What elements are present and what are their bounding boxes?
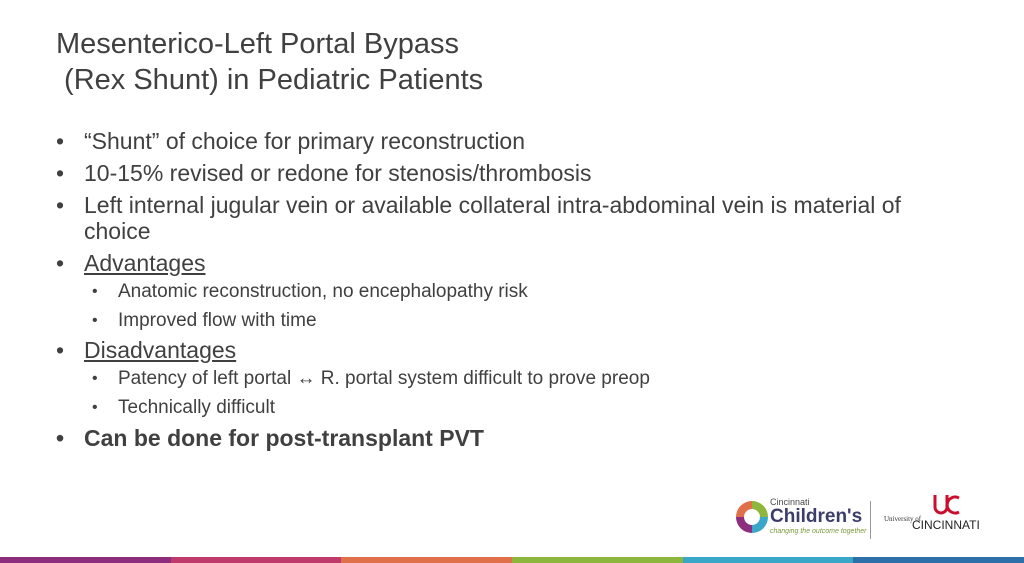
- title-line-1: Mesenterico-Left Portal Bypass: [56, 28, 459, 60]
- cincinnati-childrens-logo-icon: [732, 497, 772, 537]
- bullet-list: [54, 128, 954, 451]
- bullet-item: • Left internal jugular vein or available collateral intra-abdominal vein is material of choice: [54, 192, 924, 244]
- title-line-2: (Rex Shunt) in Pediatric Patients: [56, 64, 484, 96]
- uc-small-text: University of: [884, 515, 922, 523]
- uc-big-text: CINCINNATI: [912, 518, 980, 532]
- logo-divider: [870, 501, 871, 539]
- uc-logo-icon: [929, 493, 961, 517]
- slide-title: [56, 26, 483, 98]
- sub-bullet-item: • Patency of left portal ↔ R. portal system difficult to prove preop: [54, 368, 954, 390]
- bar-segment: [0, 557, 171, 563]
- bar-segment: [853, 557, 1024, 563]
- cch-small-text: Cincinnati: [770, 497, 810, 507]
- bullet-item-advantages: [54, 250, 954, 276]
- sub-bullet-item: • Anatomic reconstruction, no encephalopathy risk: [54, 281, 954, 303]
- disadvantages-heading: Disadvantages: [84, 337, 237, 363]
- bullet-item: • 10-15% revised or redone for stenosis/thrombosis: [54, 160, 954, 186]
- advantages-heading: Advantages: [84, 250, 206, 276]
- bar-segment: [171, 557, 342, 563]
- bottom-color-bar: [0, 557, 1024, 563]
- bar-segment: [512, 557, 683, 563]
- bullet-item-disadvantages: [54, 337, 954, 363]
- bullet-item: • “Shunt” of choice for primary reconstruction: [54, 128, 954, 154]
- footer-logos: [732, 493, 994, 543]
- cch-tagline: changing the outcome together: [770, 528, 867, 535]
- bullet-item-bold: • Can be done for post-transplant PVT: [54, 425, 954, 451]
- cch-big-text: Children's: [770, 506, 863, 527]
- bar-segment: [683, 557, 854, 563]
- cincinnati-childrens-logo: [770, 497, 867, 536]
- sub-bullet-item: • Improved flow with time: [54, 310, 954, 332]
- bar-segment: [341, 557, 512, 563]
- sub-bullet-item: • Technically difficult: [54, 397, 954, 419]
